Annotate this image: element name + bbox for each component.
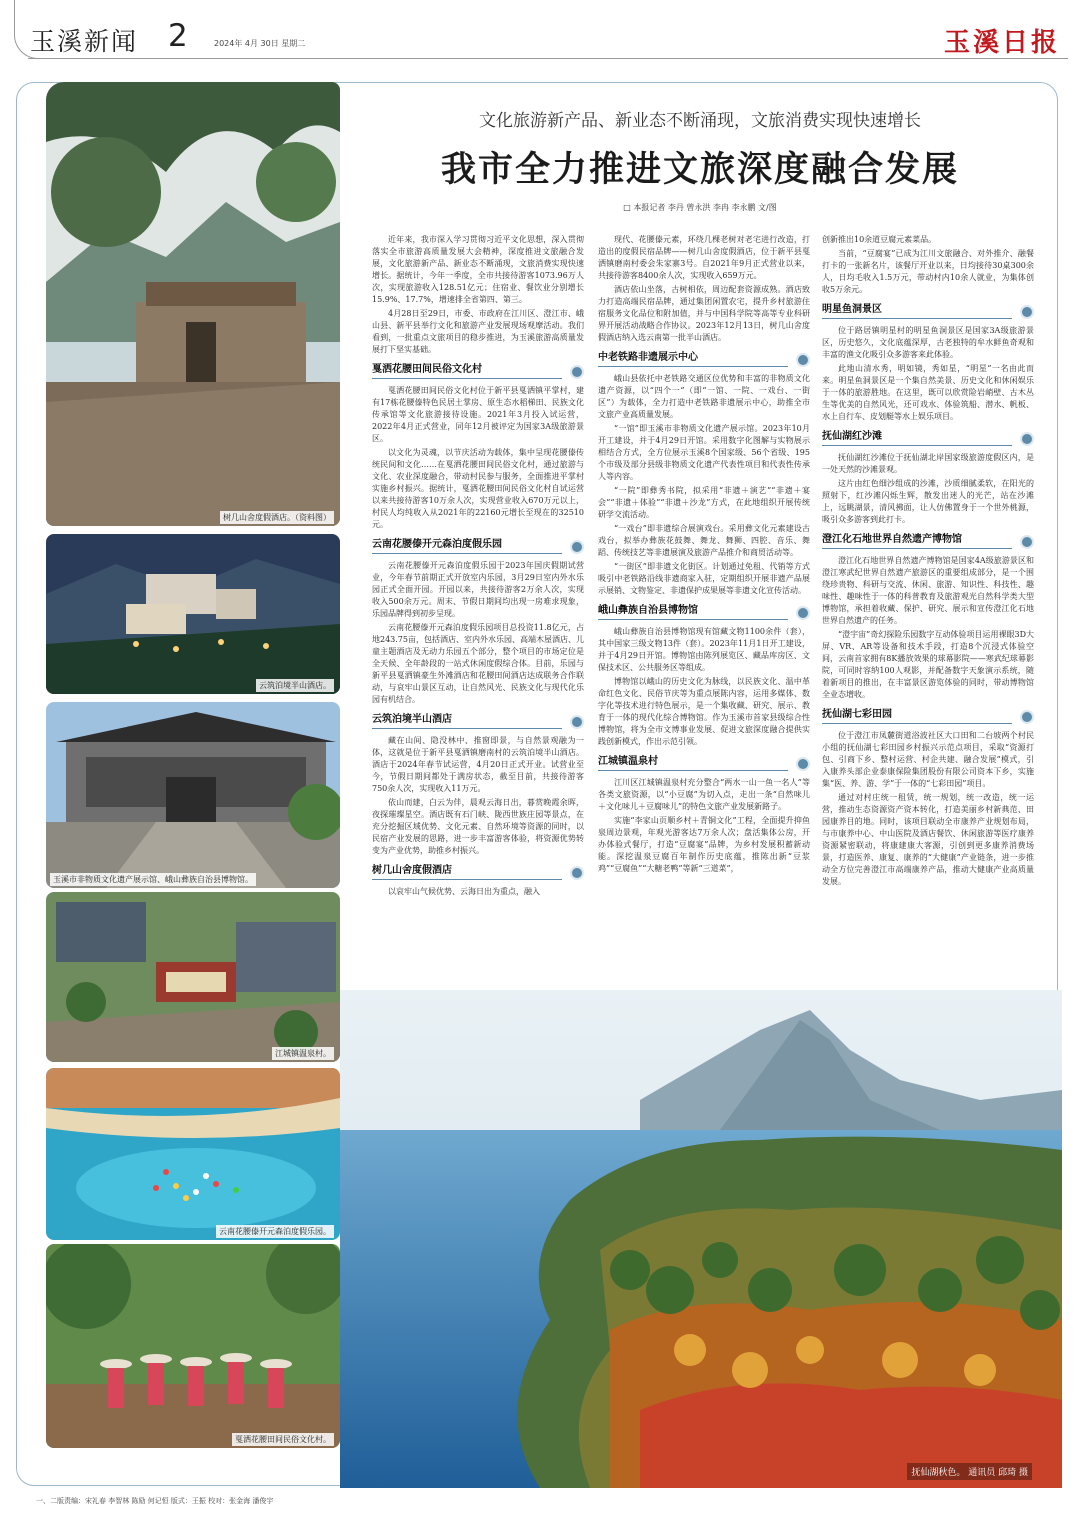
paragraph: 酒店依山坐落，古树相依，周边配套资源成熟。酒店致力打造高端民宿品牌，通过集团闲置农宅，提升乡村旅游住宿服务文化品位和附加值，并与中国科学院等高等专业科研界开展活动战略合作协议。2023年12月13日，树几山舍度假酒店纳入选云南第一批半山酒店。 [598, 285, 810, 342]
section-heading: 云南花腰傣开元森泊度假乐园 [372, 539, 584, 554]
paragraph: 澄江化石地世界自然遗产博物馆是国家4A级旅游景区和澄江寒武纪世界自然遗产旅游区的重要组成部分，是一个围绕珍贵物、科研与交流、休闲、旅游、知识性、科技性、趣味性、趣味性于一体的科普教育及旅游观光自然科学类大型博物馆，承担着收藏、保护、研究、展示和宣传澄江化石地世界自然遗产的任务。 [822, 556, 1034, 625]
photo-caption-2: 云筑泊境半山酒店。 [256, 679, 334, 692]
paragraph: 云南花腰傣开元森泊度假乐园项目总投资11.8亿元，占地243.75亩，包括酒店、室内外水乐园、高端木屋酒店、儿童主题酒店及无动力乐园五个部分，整个项目的市场定位是全天候、全年龄段的一站式休闲度假综合体。目前，乐园与新平县戛洒镇豪生外滩酒店和花腰田间酒店达成联务合作联动，与哀牢山景区互动，让自然风光、民族文化与现代化乐园有机结合。 [372, 623, 584, 704]
section-heading: 云筑泊境半山酒店 [372, 714, 584, 729]
paragraph: “一馆”即玉溪市非物质文化遗产展示馆。2023年10月开工建设，并于4月29日开馆。采用数字化图解与实物展示相结合方式，全方位展示玉溪8个国家级、56个省级、195个市级及部分县级非物质文化遗产代表性项目和代表性传承人等内容。 [598, 424, 810, 481]
paragraph: 当前，“豆腐宴”已成为江川文旅融合、对外推介、融餐打卡的一张新名片，该餐厅开业以来，日均接待30桌300余人，日均毛收入1.5万元，带动村内10余人就业，为集体创收5万余元。 [822, 249, 1034, 294]
paragraph: 藏在山间、隐没林中、推窗即景，与自然景观融为一体，这就是位于新平县戛洒镇磨南村的云筑泊境半山酒店。酒店于2024年春节试运营，4月20日正式开业。试营业至今，节假日期间都处于满房状态，截至目前，共接待游客750余人次，实现收入11万元。 [372, 736, 584, 793]
photo-hotel-ruins [46, 82, 340, 526]
photo-hot-spring-village [46, 892, 340, 1062]
section-dot-icon [570, 365, 584, 379]
article-column-1 [372, 234, 584, 900]
paragraph: 位于路居镇明星村的明星鱼洞景区是国家3A级旅游景区，历史悠久，文化底蕴深厚，古老独特的牟水鲜鱼奇观和丰富的渔文化吸引众多游客来此体验。 [822, 326, 1034, 359]
section-heading: 树几山舍度假酒店 [372, 865, 584, 880]
paragraph: 以文化为灵魂，以节庆活动为载体，集中呈现花腰傣传统民间和文化……在戛洒花腰田间民俗文化村，通过旅游与文化、农业深度融合，带动村民参与服务，全面推进平掌村实施乡村振兴。据统计，戛洒花腰田间民俗文化村自试运营以来共接待游客10万余人次，实现营业收入670万元以上，村民人均纯收入从2021年的22160元增长至现在的32510元。 [372, 448, 584, 529]
section-heading: 中老铁路非遗展示中心 [598, 352, 810, 367]
section-name: 玉溪新闻 [30, 27, 139, 56]
section-heading: 戛洒花腰田间民俗文化村 [372, 364, 584, 379]
paragraph: “澄宇宙”奇幻探险乐园数字互动体验项目运用裸眼3D大屏、VR、AR等设备和技术手段，打造8个沉浸式体验空间，云南首家拥有8K播放效果的球幕影院——寒武纪球幕影院，可同时容纳100人观影，并配备数字天象演示系统，随着新项目的推出，在丰富景区游览体验的同时，带动博物馆全业态增收。 [822, 630, 1034, 699]
section-heading: 澄江化石地世界自然遗产博物馆 [822, 534, 1034, 549]
photo-caption-lake: 抚仙湖秋色。 通讯员 邱琦 摄 [907, 1463, 1032, 1480]
section-dot-icon [570, 866, 584, 880]
section-dot-icon [570, 540, 584, 554]
paragraph: 这片由红色细沙组成的沙滩，沙质细腻柔软，在阳光的照射下，红沙滩闪烁生辉，散发出迷人的光芒，站在沙滩上，远眺湖景，清风拂面，让人仿佛置身于一个世外桃源，吸引众多游客到此打卡。 [822, 479, 1034, 524]
section-dot-icon [796, 353, 810, 367]
paragraph: 实施“李家山页顺乡村＋青铜文化”工程，全面提升抑鱼泉周边景观，年观光游客达7万余人次；盘活集体公房，开办体验式餐厅，打造“豆腐宴”品牌，为乡村发展积蓄新动能。深挖温泉豆腐百年制作历史底蕴，推陈出新“豆浆鸡”“豆腐鱼”“大糖老鸭”等新“三道菜”， [598, 816, 810, 873]
article-byline: □ 本报记者 李丹 曾永洪 李冉 李永鹏 文/图 [623, 203, 777, 212]
paragraph: 现代、花腰傣元素，环绕几棵老树对老宅进行改造，打造出的度假民宿品牌——树几山舍度假酒店，位于新平县戛洒镇磨南村委会朱家寨3号。自2021年9月正式营业以来，共接待游客8400余人次，实现收入659万元。 [598, 235, 810, 280]
paragraph: 云南花腰傣开元森泊度假乐园于2023年国庆假期试营业，今年春节前期正式开放室内乐园，3月29日室内外水乐园正式全面开园。开园以来，共接待游客2万余人次，实现收入500余万元。周末、节假日期间均出现一房难求现象，乐园品牌得到初步呈现。 [372, 561, 584, 618]
editor-credits: 一、二版责编：宋礼春 李智林 陈励 何记恒 版式：王振 校对：张金海 潘俊宇 [36, 1497, 274, 1505]
photo-caption-3: 玉溪市非物质文化遗产展示馆、峨山彝族自治县博物馆。 [50, 873, 256, 886]
paragraph: 近年来，我市深入学习贯彻习近平文化思想，深入贯彻落实全市旅游高质量发展大会精神，深度推进文旅融合发展，文化旅游新产品、新业态不断涌现，文旅消费实现快速增长。据统计，今年一季度，全市共接待游客1073.96万人次，实现旅游收入128.51亿元；住宿业、餐饮业分别增长15.9%、17.7%，增速排全省第四、第三。 [372, 235, 584, 304]
article-subtitle: 文化旅游新产品、新业态不断涌现，文旅消费实现快速增长 [479, 111, 921, 131]
paragraph: 创新推出10余道豆腐元素菜品。 [822, 235, 937, 244]
paragraph: “一院”即彝秀书院，拟采用“非遗＋演艺”“非遗＋宴会”“非遗＋体验”“非遗＋沙龙”方式，在此地组织开展传统研学交流活动。 [598, 486, 810, 519]
photo-fuxian-lake [340, 990, 1062, 1488]
issue-date: 2024年 4月 30日 星期二 [214, 39, 306, 48]
paragraph: 以哀牢山气候优势、云海日出为重点，融入 [388, 887, 540, 896]
photo-folk-village [46, 1244, 340, 1448]
paragraph: 此地山清水秀，明如镜，秀如星，“明星”一名由此而来。明星鱼洞景区是一个集自然美景、历史文化和休闲娱乐于一体的旅游胜地。在这里，既可以欣赏险岩峭壁、古木丛生等优美的自然风光，还可戏水、体验筑船、潜水、帆板、水上自行车、皮划艇等水上娱乐项目。 [822, 364, 1034, 421]
header-rule [28, 58, 1068, 59]
section-dot-icon [796, 606, 810, 620]
photo-caption-6: 戛洒花腰田间民俗文化村。 [232, 1433, 334, 1446]
section-dot-icon [796, 757, 810, 771]
article-column-2 [598, 234, 810, 877]
section-heading: 江城镇温泉村 [598, 756, 810, 771]
section-heading: 明星鱼洞景区 [822, 304, 1034, 319]
section-dot-icon [1020, 710, 1034, 724]
photo-caption-5: 云南花腰傣开元森泊度假乐园。 [216, 1225, 334, 1238]
paragraph: 博物馆以峨山的历史文化为脉线，以民族文化、温中革命红色文化、民俗节庆等为重点展陈内容，运用多媒体、数字化等技术进行特色展示，是一个集收藏、研究、展示、教育于一体的现代化综合博物馆。作为玉溪市首家县级综合性博物馆，将为全市文博事业发展、促进文旅深度融合提供实践创新模式，作出示范引领。 [598, 677, 810, 746]
paragraph: 江川区江城镇温泉村充分整合“两水一山一鱼一名人”等各类文旅资源，以“小豆腐”为切入点，走出一条“自然味儿＋文化味儿＋豆腐味儿”的特色文旅产业发展新路子。 [598, 778, 810, 811]
paragraph: 依山而建，白云为伴，晨观云海日出，暮赏晚霞余晖，夜探璀璨星空。酒店既有石门峡、陇西世族庄园等景点，在充分挖掘区域优势、文化元素、自然环境等资源的同时，以民宿产业发展的思路，进一步丰富游客体验，将资源优势转变为产业优势，助推乡村振兴。 [372, 798, 584, 855]
section-heading: 峨山彝族自治县博物馆 [598, 605, 810, 620]
paragraph: 抚仙湖红沙滩位于抚仙湖北岸国家级旅游度假区内，是一处天然的沙滩景观。 [822, 453, 1034, 474]
section-dot-icon [570, 715, 584, 729]
photo-mountain-hotel [46, 534, 340, 694]
photo-museum [46, 702, 340, 888]
paragraph: “一戏台”即非遗综合展演戏台。采用彝文化元素建设古戏台，拟举办彝族花鼓舞、舞龙、舞狮、四腔、音乐、舞蹈、传统技艺等非遗展演及旅游产品推介和商贸活动等。 [598, 524, 810, 557]
paragraph: 通过对村庄统一租赁，统一规划，统一改造，统一运营，推动生态资源资产资本转化，打造美丽乡村新典范、田园康养目的地。同时，该项目联动全市康养产业规划布局，与市康养中心、中山医院及酒店餐饮、休闲旅游等医疗康养资源紧密联动，将康建康大客源，引创到更多康养消费场景，打造医养、康复、康养的“大健康”产业链条，进一步推动全方位完善澄江市高端康养产品，推动大健康产业高质量发展。 [822, 793, 1034, 886]
paragraph: 戛洒花腰田间民俗文化村位于新平县戛洒镇平掌村，建有17栋花腰傣特色民居土掌房、原生态水稻梯田、民族文化传承馆等文化旅游接待设施。2021年3月投入试运营，2022年4月正式营业，同年12月被评定为国家3A级旅游景区。 [372, 386, 584, 443]
photo-caption-1: 树几山舍度假酒店。（资料图） [220, 511, 334, 524]
section-dot-icon [1020, 305, 1034, 319]
section-dot-icon [1020, 535, 1034, 549]
paragraph: 峨山彝族自治县博物馆现有馆藏文物1100余件（套），其中国家三级文物13件（套）。2023年11月1日开工建设，并于4月29日开馆。博物馆由陈列展览区、藏品库房区、文保技术区、公共服务区等组成。 [598, 627, 810, 672]
section-heading: 抚仙湖红沙滩 [822, 431, 1034, 446]
paragraph: 位于澄江市凤麓街道浴波社区大口田和二台坡两个村民小组的抚仙湖七彩田园乡村振兴示范点项目，采取“资源打包、引商下乡、整村运营、村企共建、融合发展”模式，引入康养头部企业泰康保险集团股份有限公司资本下乡，实施集“医、养、游、学”于一体的“七彩田园”项目。 [822, 731, 1034, 788]
photo-strip [46, 82, 340, 1492]
article-headline: 我市全力推进文旅深度融合发展 [440, 150, 959, 190]
section-dot-icon [1020, 432, 1034, 446]
paragraph: 4月28日至29日，市委、市政府在江川区、澄江市、峨山县、新平县举行文化和旅游产业发展现场观摩活动。我们看到，一批重点文旅项目的稳步推进，为玉溪旅游高质量发展打下坚实基础。 [372, 309, 584, 354]
paragraph: “一街区”即非遗文化街区。计划通过免租、代销等方式吸引中老铁路沿线非遗商家入驻，定期组织开展非遗产品展示展销、文物鉴定、非遗保护成果展等非遗文化宣传活动。 [598, 562, 810, 595]
photo-water-park [46, 1068, 340, 1240]
article-column-3 [822, 234, 1034, 890]
section-heading: 抚仙湖七彩田园 [822, 709, 1034, 724]
newspaper-logo: 玉溪日报 [943, 28, 1060, 58]
page-number: 2 [168, 18, 188, 54]
paragraph: 峨山县依托中老铁路交通区位优势和丰富的非物质文化遗产资源，以“四个一”（即“一馆、一院、一戏台、一街区”）为载体，全力打造中老铁路非遗展示中心，助推全市文旅产业高质量发展。 [598, 374, 810, 419]
photo-caption-4: 江城镇温泉村。 [272, 1047, 334, 1060]
